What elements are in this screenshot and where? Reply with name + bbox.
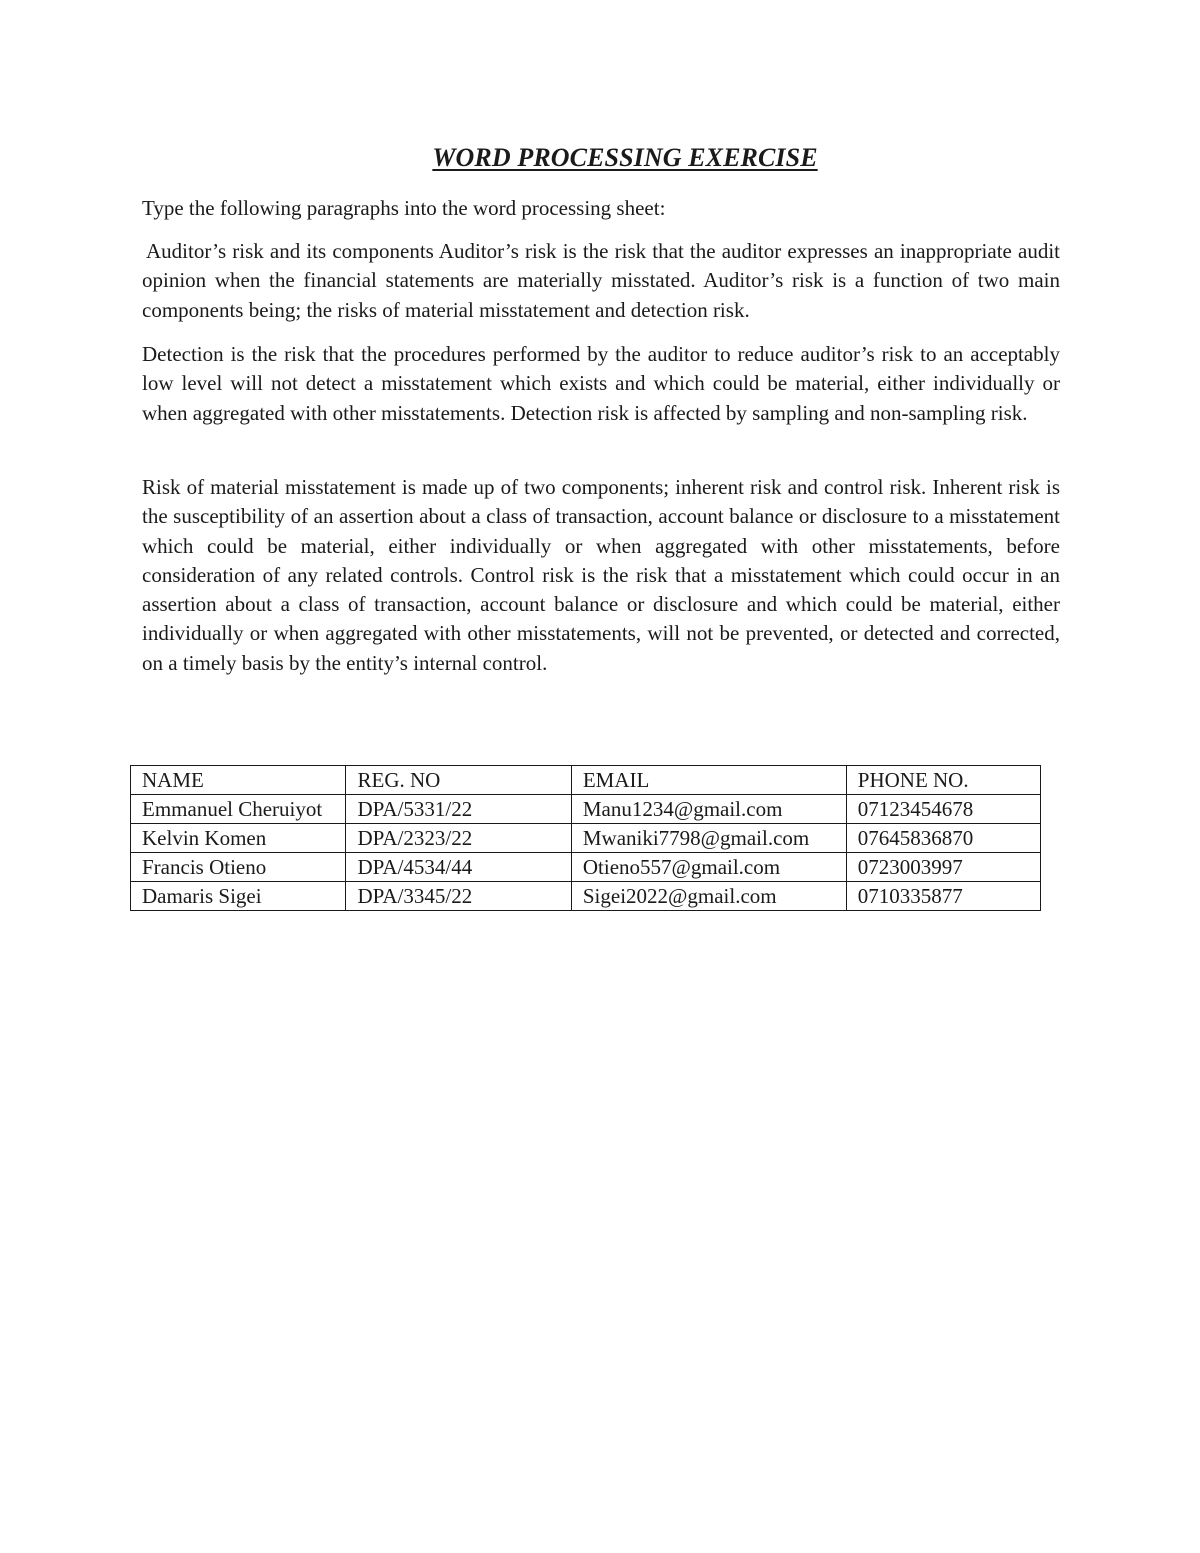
cell-name: Damaris Sigei — [131, 882, 346, 911]
document-title: WORD PROCESSING EXERCISE — [432, 143, 818, 172]
cell-email: Otieno557@gmail.com — [571, 853, 846, 882]
table-row — [131, 795, 1041, 824]
cell-phone-no: 0710335877 — [846, 882, 1040, 911]
header-name: NAME — [131, 766, 346, 795]
cell-phone-no: 07123454678 — [846, 795, 1040, 824]
header-phone-no: PHONE NO. — [846, 766, 1040, 795]
cell-phone-no: 0723003997 — [846, 853, 1040, 882]
cell-reg-no: DPA/5331/22 — [346, 795, 571, 824]
cell-email: Mwaniki7798@gmail.com — [571, 824, 846, 853]
table-header-row — [131, 766, 1041, 795]
instruction-text: Type the following paragraphs into the word processing sheet: — [142, 196, 666, 220]
cell-email: Sigei2022@gmail.com — [571, 882, 846, 911]
cell-name: Kelvin Komen — [131, 824, 346, 853]
cell-reg-no: DPA/3345/22 — [346, 882, 571, 911]
cell-email: Manu1234@gmail.com — [571, 795, 846, 824]
cell-reg-no: DPA/4534/44 — [346, 853, 571, 882]
header-email: EMAIL — [571, 766, 846, 795]
paragraph-material-misstatement: Risk of material misstatement is made up of two components; inherent risk and control risk. Inherent risk is the susceptibility of an assertion about a class of transaction, account balance or disclosure to a misstatement which could be material, either individually or when aggregated with other misstatements, before consideration of any related controls. Control risk is the risk that a misstatement which could occur in an assertion about a class of transaction, account balance or disclosure and which could be material, either individually or when aggregated with other misstatements, will not be prevented, or detected and corrected, on a timely basis by the entity’s internal control. — [142, 475, 1060, 675]
paragraph-detection-risk: Detection is the risk that the procedures performed by the auditor to reduce auditor’s risk to an acceptably low level will not detect a misstatement which exists and which could be material, either individually or when aggregated with other misstatements. Detection risk is affected by sampling and non-sampling risk. — [142, 342, 1060, 425]
header-reg-no: REG. NO — [346, 766, 571, 795]
table-row — [131, 824, 1041, 853]
cell-reg-no: DPA/2323/22 — [346, 824, 571, 853]
cell-phone-no: 07645836870 — [846, 824, 1040, 853]
cell-name: Emmanuel Cheruiyot — [131, 795, 346, 824]
table-row — [131, 882, 1041, 911]
table-row — [131, 853, 1041, 882]
cell-name: Francis Otieno — [131, 853, 346, 882]
paragraph-auditors-risk: Auditor’s risk and its components Auditor’s risk is the risk that the auditor expresses an inappropriate audit opinion when the financial statements are materially misstated. Auditor’s risk is a function of two main components being; the risks of material misstatement and detection risk. — [142, 239, 1060, 322]
student-records-table — [130, 765, 1041, 911]
